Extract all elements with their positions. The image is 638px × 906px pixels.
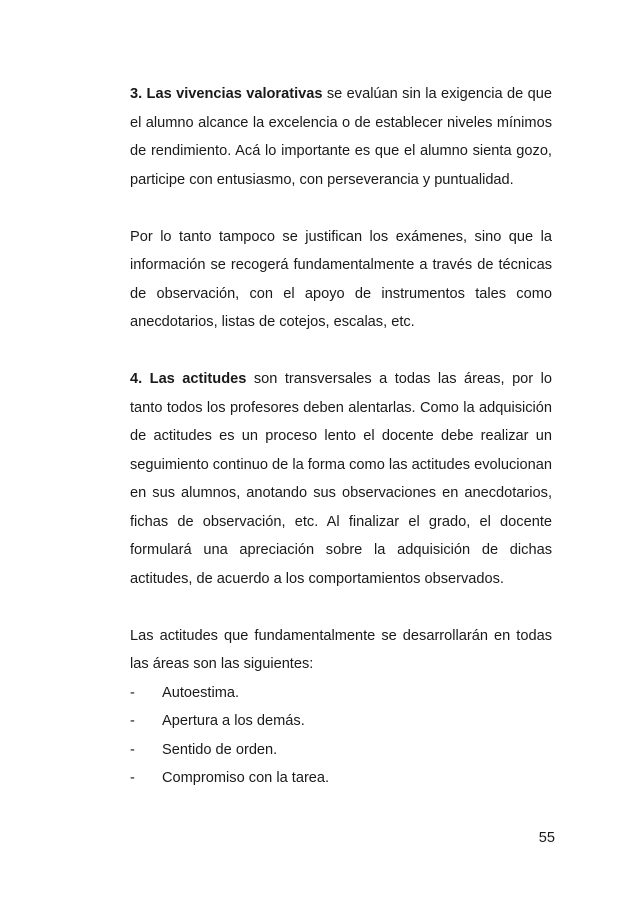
list-item [130,764,552,793]
list-item [130,679,552,708]
page-number: 55 [538,830,555,846]
list-item [130,707,552,736]
list-item-text: Compromiso con la tarea. [162,770,330,786]
attitudes-list [130,679,552,793]
paragraph-text: se evalúan sin la exigencia de que el alumno alcance la excelencia o de establecer niveles mínimos de rendimiento. Acá lo importante es que el alumno sienta gozo, participe con entusiasmo, con perseverancia y puntualidad. [130,86,552,188]
list-item [130,736,552,765]
list-item-text: Autoestima. [162,684,240,701]
list-bullet: - [130,713,135,729]
paragraph-actitudes-intro [130,622,552,679]
list-bullet: - [130,741,135,758]
paragraph-vivencias-valorativas [130,80,552,194]
list-bullet: - [130,770,135,786]
paragraph-lead: 3. Las vivencias valorativas [130,86,323,102]
list-item-text: Sentido de orden. [162,741,278,758]
paragraph-text: Las actitudes que fundamentalmente se desarrollarán en todas las áreas son las siguientes: [130,627,552,672]
list-item-text: Apertura a los demás. [162,713,305,729]
paragraph-lead: 4. Las actitudes [130,371,247,387]
paragraph-actitudes [130,365,552,593]
page-body [130,80,552,793]
list-bullet: - [130,684,135,701]
paragraph-text: son transversales a todas las áreas, por lo tanto todos los profesores deben alentarlas. Como la adquisición de actitudes es un proceso lento el docente debe realizar un seguimiento continuo de la forma como las actitudes evolucionan en sus alumnos, anotando sus observaciones en anecdotarios, fichas de observación, etc. Al finalizar el grado, el docente formulará una apreciación sobre la adquisición de dichas actitudes, de acuerdo a los comportamientos observados. [130,371,552,587]
paragraph-examenes [130,223,552,337]
paragraph-text: Por lo tanto tampoco se justifican los exámenes, sino que la información se recogerá fundamentalmente a través de técnicas de observación, con el apoyo de instrumentos tales como anecdotarios, listas de cotejos, escalas, etc. [130,228,552,330]
